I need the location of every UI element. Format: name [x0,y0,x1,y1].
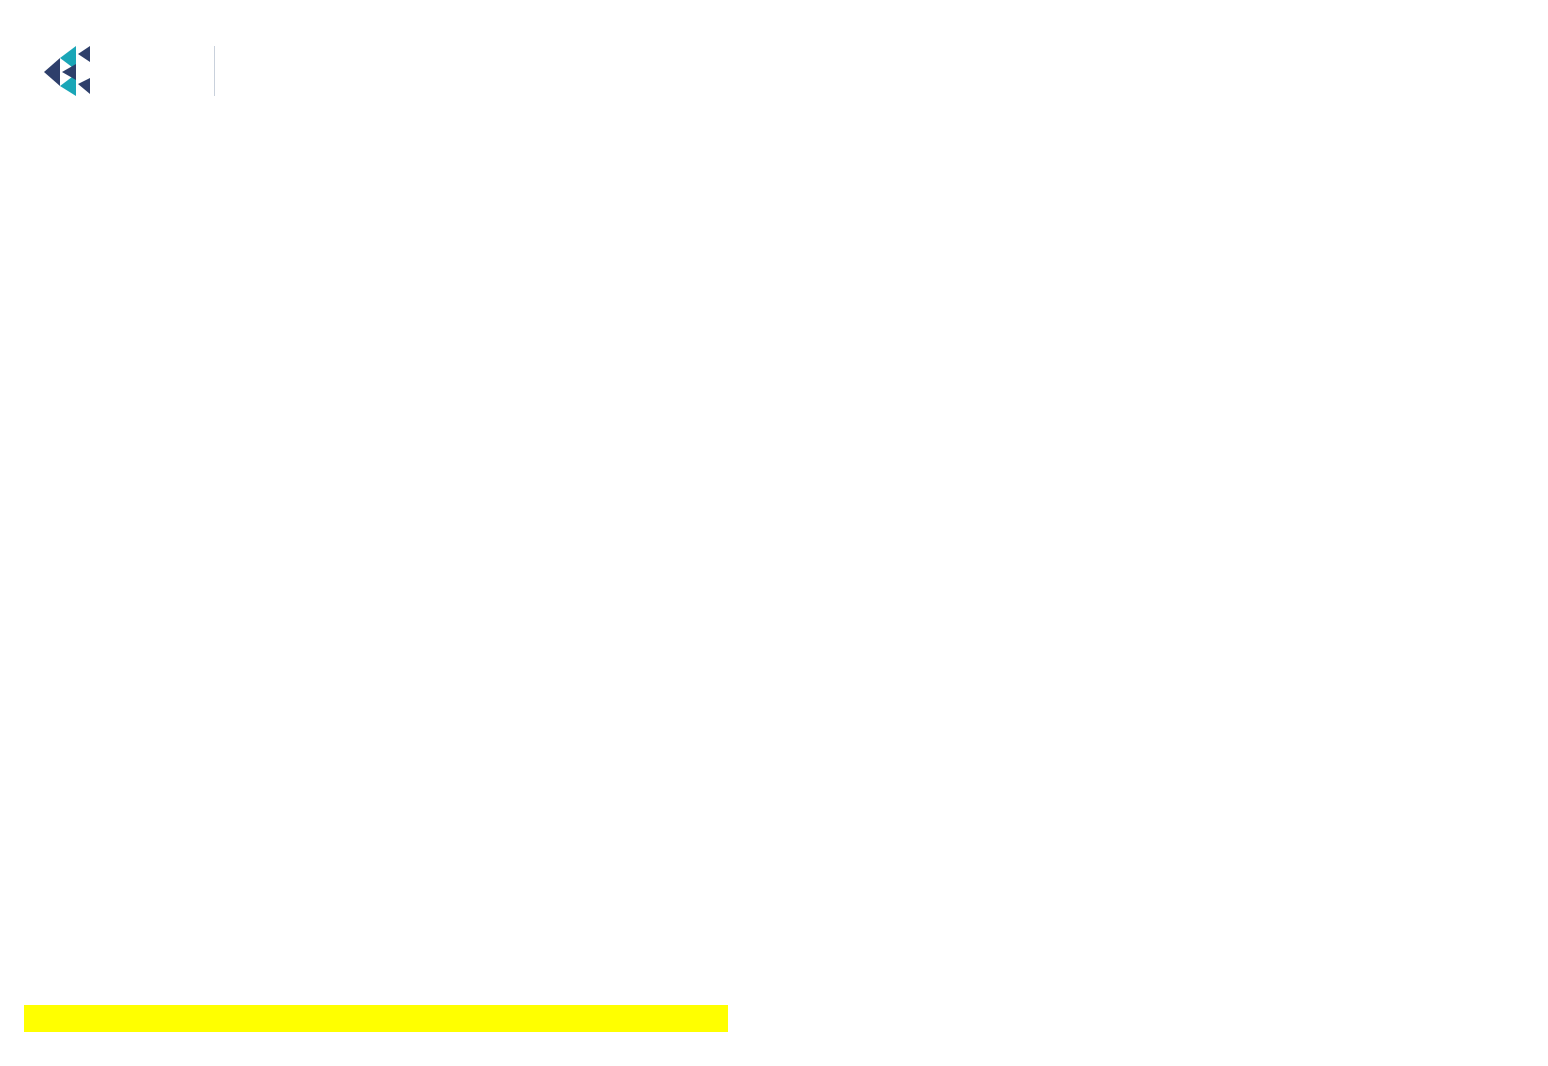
logo-mark-icon [42,44,98,98]
logo-divider [214,46,215,96]
kveikjan-banner [24,1005,728,1032]
logo [42,44,312,98]
